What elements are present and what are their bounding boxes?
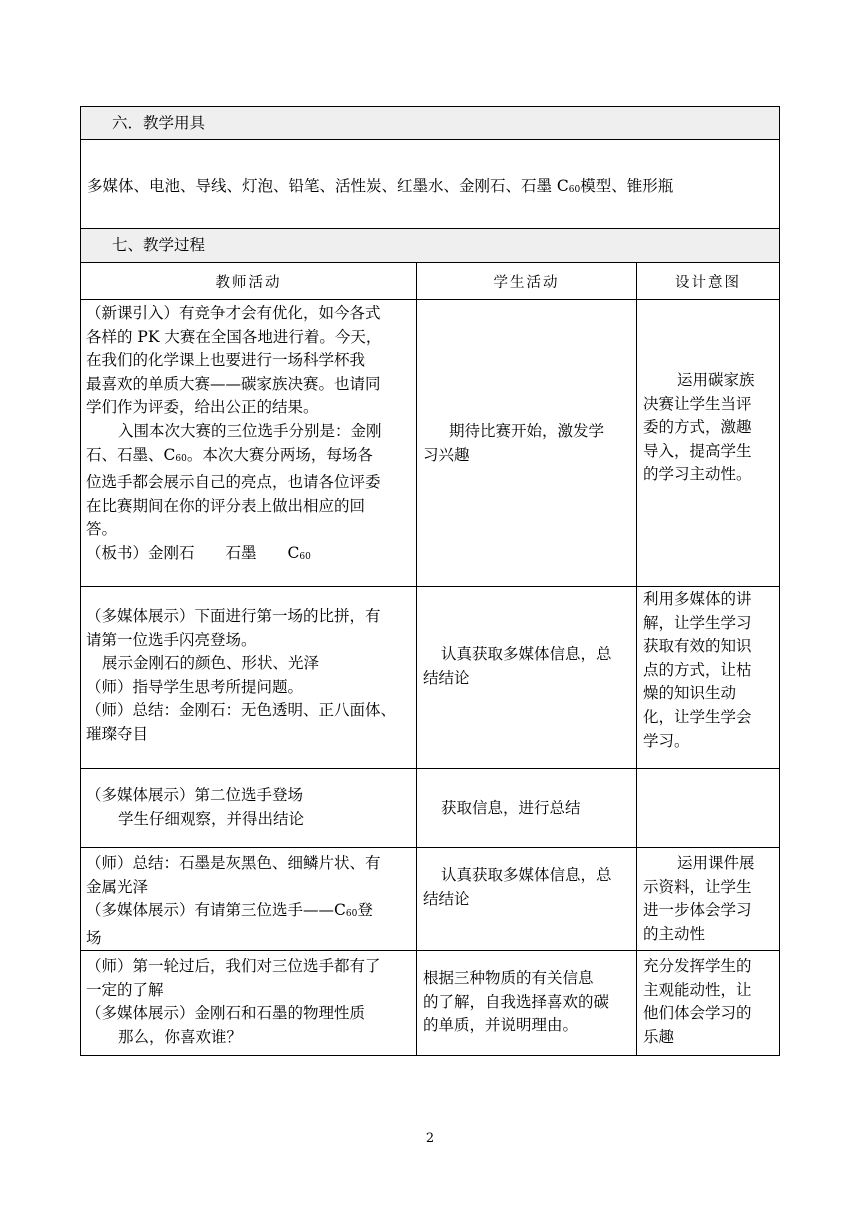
row2-teacher-line: 展示金刚石的颜色、形状、光泽 [102, 654, 320, 673]
row2-teacher-line: 请第一位选手闪亮登场。 [86, 630, 257, 649]
row3-student-text [423, 797, 581, 821]
row1-teacher-line: （新课引入）有竞争才会有优化，如今各式 [86, 304, 381, 322]
row2-teacher-text [86, 605, 396, 747]
row4-teacher-line: 金属光泽 [86, 877, 149, 896]
row2-teacher-line: （师）指导学生思考所提问题。 [86, 677, 304, 696]
row2-design-line: 燥的知识生动 [643, 684, 737, 703]
row2-design-line: 利用多媒体的讲 [643, 590, 752, 608]
row2-teacher-line: 璀璨夺目 [86, 724, 149, 743]
row5-student-line: 的了解，自我选择喜欢的碳 [423, 992, 610, 1011]
row2-student-line: 结结论 [423, 668, 470, 687]
col-header-teacher-label: 教师活动 [215, 275, 282, 291]
row2-student-text [423, 643, 612, 690]
row1-teacher-line: 最喜欢的单质大赛——碳家族决赛。也请同 [86, 374, 381, 393]
page-number: 2 [425, 1131, 435, 1146]
row4-teacher-text [86, 852, 381, 950]
row5-student-line: 根据三种物质的有关信息 [423, 969, 594, 987]
row3-teacher-line: （多媒体展示）第二位选手登场 [86, 786, 304, 804]
row4-student-text [423, 864, 612, 911]
row1-teacher-line [86, 444, 382, 472]
row1-teacher-segment: 。本次大赛分两场，每场各 [186, 445, 373, 464]
col-header-student-label: 学生活动 [493, 275, 560, 291]
row4-design-line: 示资料，让学生 [643, 877, 752, 896]
row4-teacher-line [86, 899, 381, 927]
c60-subscript: 60 [299, 551, 311, 562]
row4-teacher-line: 场 [86, 928, 102, 947]
row2-design-line: 学习。 [643, 731, 690, 750]
row1-teacher-line: 入围本次大赛的三位选手分别是：金刚 [118, 421, 382, 440]
row2-teacher-line: （师）总结：金刚石：无色透明、正八面体、 [86, 701, 397, 720]
row1-teacher-segment: 石、石墨、C [86, 445, 176, 464]
row3-design-cell [636, 768, 780, 848]
row5-design-line: 他们体会学习的 [643, 1004, 752, 1023]
row1-teacher-segment: （板书）金刚石 石墨 C [86, 543, 300, 562]
row2-teacher-line: （多媒体展示）下面进行第一场的比拼，有 [86, 607, 381, 625]
row1-teacher-line: 在比赛期间在你的评分表上做出相应的回 [86, 496, 366, 515]
row2-student-line: 认真获取多媒体信息，总 [441, 645, 612, 663]
row1-design-line: 运用碳家族 [677, 371, 755, 389]
row4-student-line: 认真获取多媒体信息，总 [441, 866, 612, 884]
row1-teacher-line [86, 542, 382, 570]
row2-design-line: 获取有效的知识 [643, 637, 752, 656]
row5-teacher-line: （多媒体展示）金刚石和石墨的物理性质 [86, 1004, 366, 1023]
row3-teacher-text [86, 784, 304, 831]
row1-teacher-line: 答。 [86, 520, 118, 539]
col-header-design-label: 设计意图 [675, 275, 741, 291]
materials-text-a: 多媒体、电池、导线、灯泡、铅笔、活性炭、红墨水、金刚石、石墨 C [87, 177, 569, 195]
row5-teacher-line: 一定的了解 [86, 980, 164, 999]
row2-design-line: 化，让学生学会 [643, 707, 752, 726]
row5-student-line: 的单质，并说明理由。 [423, 1016, 579, 1035]
row4-design-line: 的主动性 [643, 924, 706, 943]
row1-teacher-line: 各样的 PK 大赛在全国各地进行着。今天， [86, 327, 382, 346]
row1-teacher-text [86, 302, 382, 570]
row5-design-text [643, 955, 752, 1049]
row5-teacher-text [86, 955, 381, 1049]
c60-subscript: 60 [345, 909, 358, 920]
row3-student-line: 获取信息，进行总结 [441, 799, 581, 817]
row4-design-text [643, 852, 755, 946]
row1-design-line: 导入，提高学生 [643, 441, 752, 460]
row1-teacher-line: 学们作为评委，给出公正的结果。 [86, 398, 319, 417]
row2-design-line: 解，让学生学习 [643, 613, 752, 632]
row1-student-line: 期待比赛开始，激发学 [449, 422, 605, 440]
row1-teacher-line: 在我们的化学课上也要进行一场科学杯我 [86, 351, 366, 370]
materials-text-b: 模型、锥形瓶 [580, 177, 674, 195]
row1-student-text [423, 420, 604, 467]
row5-teacher-line: （师）第一轮过后，我们对三位选手都有了 [86, 957, 381, 975]
row1-design-line: 委的方式，激趣 [643, 418, 752, 437]
row1-design-line: 的学习主动性。 [643, 465, 752, 484]
row5-student-text [423, 967, 609, 1038]
section-6-title: 六．教学用具 [112, 114, 206, 132]
row2-design-line: 点的方式，让枯 [643, 660, 752, 679]
row5-design-line: 乐趣 [643, 1027, 675, 1046]
row1-student-line: 习兴趣 [423, 445, 470, 464]
row2-design-text [643, 588, 752, 753]
row1-design-text [643, 369, 755, 487]
row1-teacher-line: 位选手都会展示自己的亮点，也请各位评委 [86, 473, 381, 492]
row5-design-line: 充分发挥学生的 [643, 957, 752, 975]
c60-subscript: 60 [175, 453, 187, 464]
section-7-title: 七、教学过程 [112, 236, 206, 254]
row4-design-line: 运用课件展 [677, 854, 755, 872]
row4-teacher-line: （师）总结：石墨是灰黑色、细鳞片状、有 [86, 854, 381, 872]
row4-teacher-segment: （多媒体展示）有请第三位选手——C [86, 901, 346, 920]
row5-teacher-line: 那么，你喜欢谁？ [118, 1027, 243, 1046]
row3-teacher-line: 学生仔细观察，并得出结论 [118, 809, 305, 828]
row4-student-line: 结结论 [423, 889, 470, 908]
materials-list [87, 175, 673, 203]
row1-design-line: 决赛让学生当评 [643, 394, 752, 413]
row4-teacher-segment: 登 [357, 901, 373, 920]
row5-design-line: 主观能动性，让 [643, 980, 752, 999]
materials-c60-subscript: 60 [568, 185, 581, 195]
row4-design-line: 进一步体会学习 [643, 901, 752, 920]
